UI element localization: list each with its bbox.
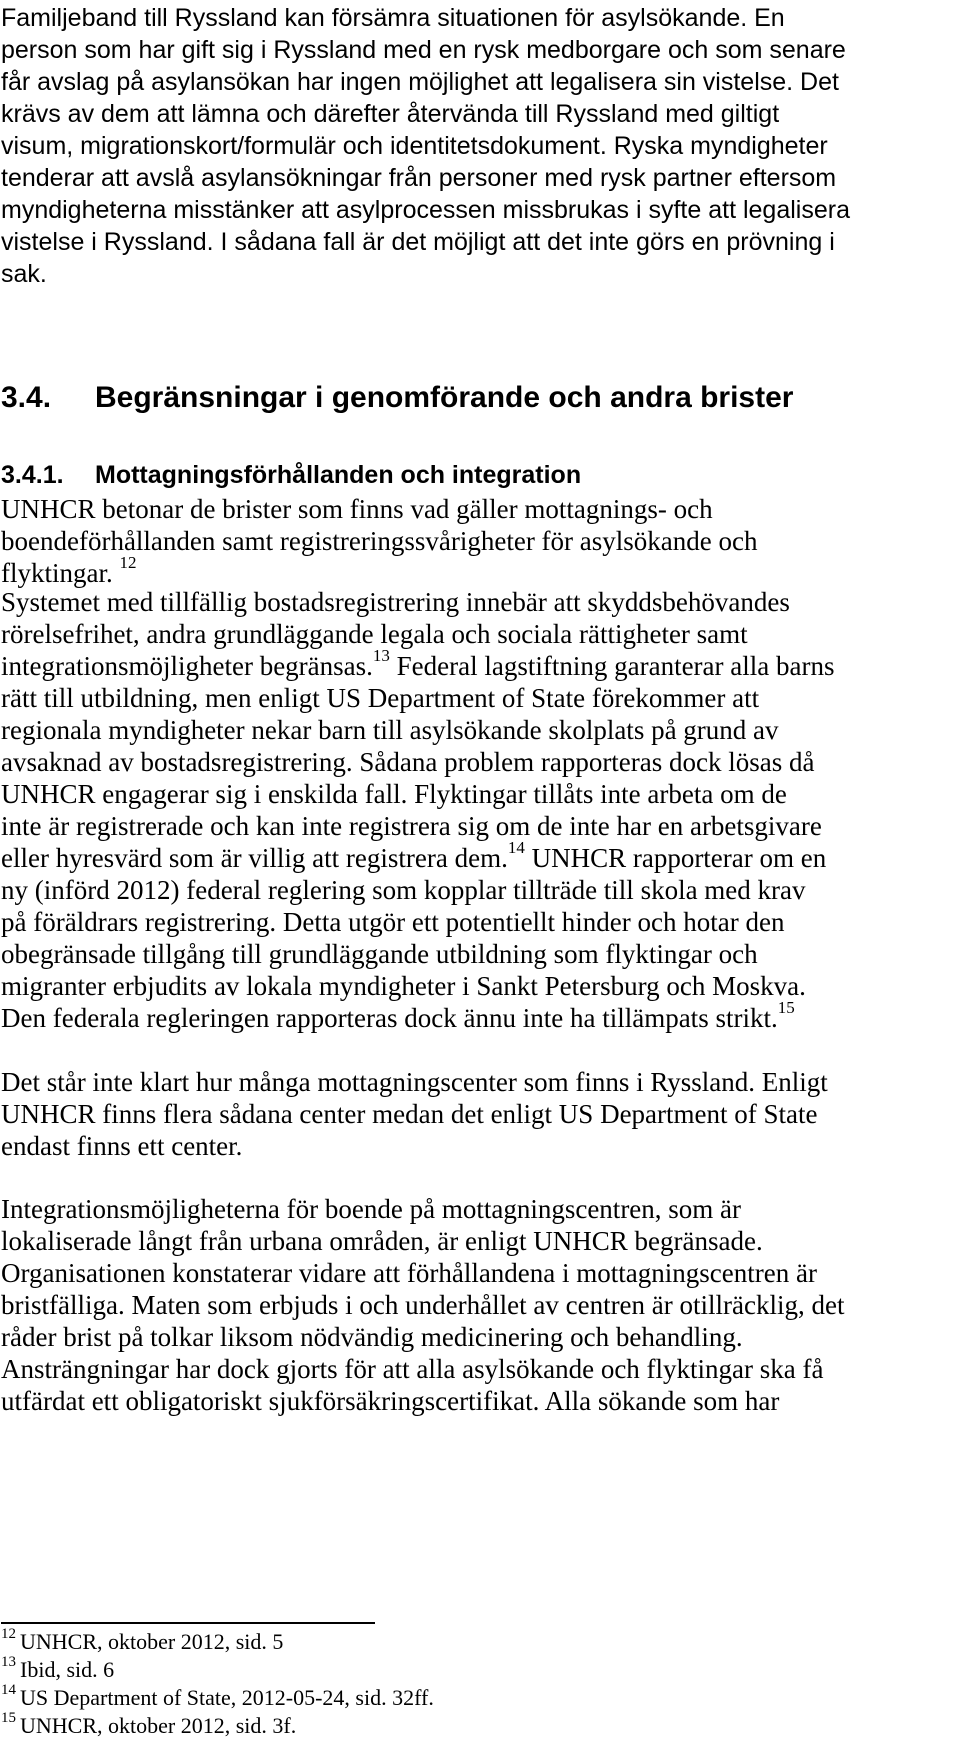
text-line: visum, migrationskort/formulär och identitetsdokument. Ryska myndigheter: [1, 132, 828, 160]
text-line: Familjeband till Ryssland kan försämra situationen för asylsökande. En: [1, 4, 785, 32]
text-line: råder brist på tolkar liksom nödvändig medicinering och behandling.: [1, 1322, 743, 1352]
text-line: UNHCR engagerar sig i enskilda fall. Flyktingar tillåts inte arbeta om de: [1, 779, 787, 809]
text-fragment: UNHCR rapporterar om en: [524, 843, 827, 873]
text-line: person som har gift sig i Ryssland med en rysk medborgare och som senare: [1, 36, 846, 64]
text-fragment: eller hyresvärd som är villig att registrera dem.: [1, 843, 508, 873]
text-line: krävs av dem att lämna och därefter återvända till Ryssland med giltigt: [1, 100, 780, 128]
footnote-item: [1, 1625, 959, 1656]
paragraph-unhcr-deficiencies: [1, 493, 959, 589]
footnote-ref[interactable]: 13: [372, 646, 390, 665]
text-fragment: Den federala regleringen rapporteras dock ännu inte ha tillämpats strikt.: [1, 1003, 778, 1033]
text-line: myndigheterna misstänker att asylprocessen missbrukas i syfte att legalisera: [1, 196, 850, 224]
footnote-number: 15: [1, 1709, 16, 1726]
paragraph-integration: [1, 1193, 959, 1417]
text-fragment: Federal lagstiftning garanterar alla barns: [389, 651, 835, 681]
text-fragment: flyktingar.: [1, 558, 113, 588]
section-title: Begränsningar i genomförande och andra brister: [95, 381, 794, 414]
text-line: endast finns ett center.: [1, 1131, 243, 1161]
paragraph-family-ties: [1, 2, 959, 290]
text-line: UNHCR betonar de brister som finns vad gäller mottagnings- och: [1, 494, 713, 524]
footnote-text: UNHCR, oktober 2012, sid. 3f.: [20, 1713, 297, 1738]
text-line: inte är registrerade och kan inte registrera sig om de inte har en arbetsgivare: [1, 811, 822, 841]
text-line: [1, 838, 959, 874]
footnotes: [1, 1625, 959, 1740]
text-line: Organisationen konstaterar vidare att förhållandena i mottagningscentren är: [1, 1258, 817, 1288]
text-line: sak.: [1, 260, 47, 288]
subsection-number: 3.4.1.: [1, 461, 64, 489]
text-line: rätt till utbildning, men enligt US Department of State förekommer att: [1, 683, 760, 713]
text-fragment: integrationsmöjligheter begränsas.: [1, 651, 373, 681]
text-line: obegränsade tillgång till grundläggande utbildning som flyktingar och: [1, 939, 758, 969]
text-line: lokaliserade långt från urbana områden, är enligt UNHCR begränsade.: [1, 1226, 763, 1256]
footnote-separator: [1, 1622, 375, 1624]
text-line: tenderar att avslå asylansökningar från personer med rysk partner eftersom: [1, 164, 837, 192]
text-line: vistelse i Ryssland. I sådana fall är det möjligt att det inte görs en prövning i: [1, 228, 835, 256]
text-line: ny (införd 2012) federal reglering som kopplar tillträde till skola med krav: [1, 875, 806, 905]
text-line: Det står inte klart hur många mottagningscenter som finns i Ryssland. Enligt: [1, 1067, 828, 1097]
footnote-ref[interactable]: 14: [507, 838, 525, 857]
footnote-text: UNHCR, oktober 2012, sid. 5: [20, 1629, 284, 1654]
footnote-item: [1, 1681, 959, 1712]
text-line: [1, 646, 959, 682]
paragraph-reception-centers: [1, 1066, 959, 1162]
footnote-text: Ibid, sid. 6: [20, 1657, 115, 1682]
footnote-item: [1, 1709, 959, 1740]
text-line: migranter erbjudits av lokala myndigheter i Sankt Petersburg och Moskva.: [1, 971, 806, 1001]
text-line: får avslag på asylansökan har ingen möjlighet att legalisera sin vistelse. Det: [1, 68, 839, 96]
subsection-title: Mottagningsförhållanden och integration: [95, 461, 582, 489]
footnote-ref[interactable]: 15: [777, 998, 795, 1017]
text-line: bristfälliga. Maten som erbjuds i och underhållet av centren är otillräcklig, det: [1, 1290, 845, 1320]
text-line: Systemet med tillfällig bostadsregistrering innebär att skyddsbehövandes: [1, 587, 790, 617]
text-line: [1, 553, 959, 589]
footnote-number: 14: [1, 1681, 16, 1698]
text-line: boendeförhållanden samt registreringssvårigheter för asylsökande och: [1, 526, 758, 556]
text-line: avsaknad av bostadsregistrering. Sådana problem rapporteras dock lösas då: [1, 747, 815, 777]
section-heading: [1, 380, 793, 416]
text-line: Ansträngningar har dock gjorts för att alla asylsökande och flyktingar ska få: [1, 1354, 824, 1384]
footnote-ref[interactable]: 12: [119, 553, 137, 572]
section-number: 3.4.: [1, 381, 52, 414]
footnote-number: 13: [1, 1653, 16, 1670]
paragraph-registration-system: [1, 586, 959, 1034]
text-line: [1, 998, 959, 1034]
footnote-number: 12: [1, 1625, 16, 1642]
subsection-heading: [1, 460, 581, 490]
text-line: regionala myndigheter nekar barn till asylsökande skolplats på grund av: [1, 715, 779, 745]
footnote-item: [1, 1653, 959, 1684]
text-line: Integrationsmöjligheterna för boende på mottagningscentren, som är: [1, 1194, 742, 1224]
text-line: utfärdat ett obligatoriskt sjukförsäkringscertifikat. Alla sökande som har: [1, 1386, 780, 1416]
text-line: rörelsefrihet, andra grundläggande legala och sociala rättigheter samt: [1, 619, 748, 649]
footnote-text: US Department of State, 2012-05-24, sid. 32ff.: [20, 1685, 434, 1710]
text-line: på föräldrars registrering. Detta utgör ett potentiellt hinder och hotar den: [1, 907, 785, 937]
text-line: UNHCR finns flera sådana center medan det enligt US Department of State: [1, 1099, 818, 1129]
